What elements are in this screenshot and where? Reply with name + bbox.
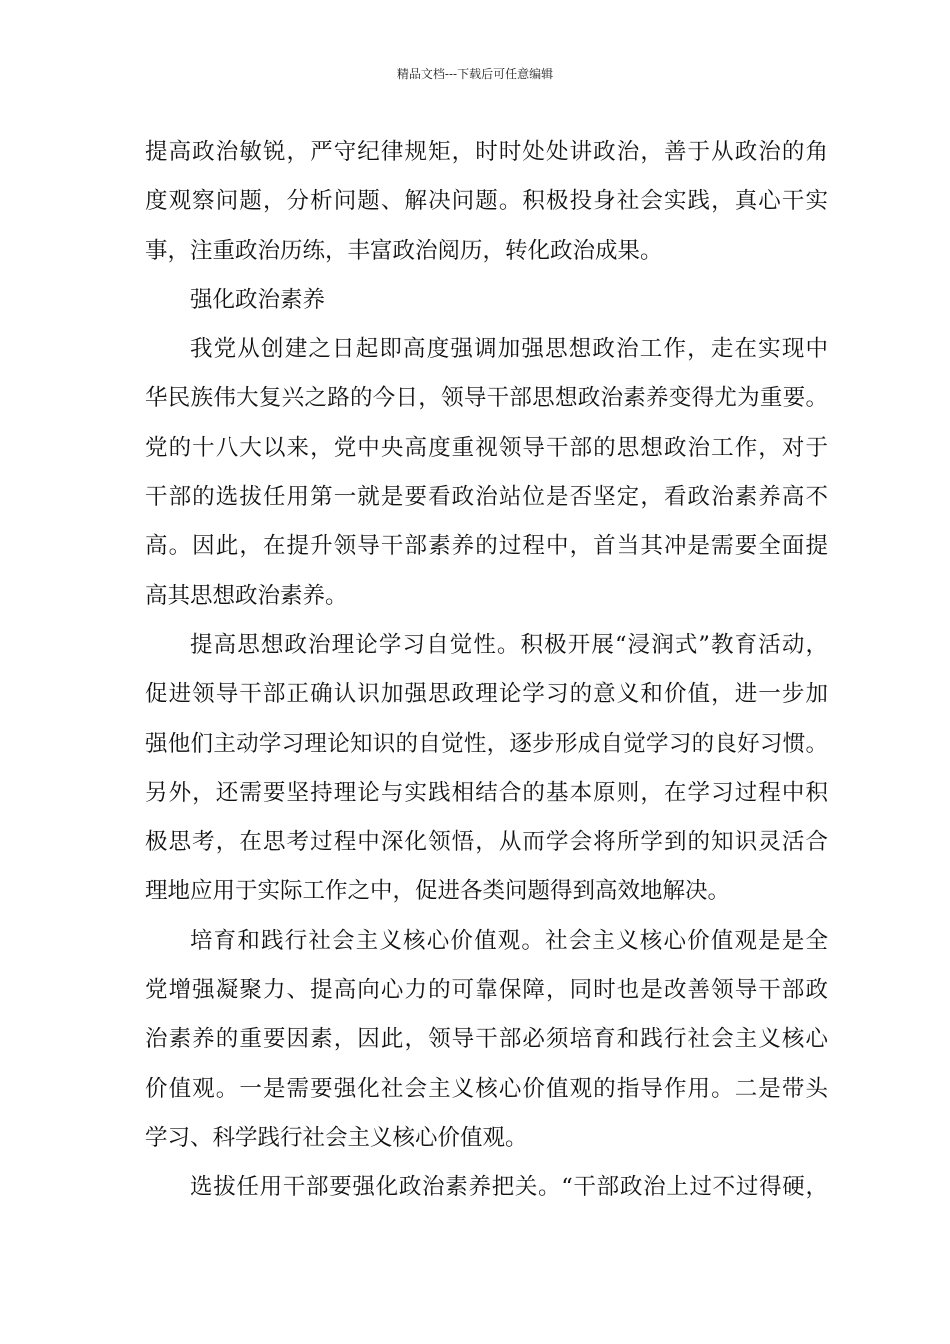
- text-line: 培育和践行社会主义核心价值观。社会主义核心价值观是是全: [190, 927, 828, 954]
- text-line: 选拔任用干部要强化政治素养把关。“干部政治上过不过得硬，: [190, 1174, 828, 1201]
- text-line: 另外，还需要坚持理论与实践相结合的基本原则，在学习过程中积: [145, 779, 828, 806]
- text-line: 高。因此，在提升领导干部素养的过程中，首当其冲是需要全面提: [145, 533, 828, 560]
- text-line: 华民族伟大复兴之路的今日，领导干部思想政治素养变得尤为重要。: [145, 385, 828, 412]
- text-line: 理地应用于实际工作之中，促进各类问题得到高效地解决。: [145, 878, 731, 905]
- text-line: 强他们主动学习理论知识的自觉性，逐步形成自觉学习的良好习惯。: [145, 730, 828, 757]
- text-line: 学习、科学践行社会主义核心价值观。: [145, 1124, 528, 1151]
- text-line: 党增强凝聚力、提高向心力的可靠保障，同时也是改善领导干部政: [145, 977, 828, 1004]
- text-line: 度观察问题，分析问题、解决问题。积极投身社会实践，真心干实: [145, 188, 828, 215]
- text-line: 干部的选拔任用第一就是要看政治站位是否坚定，看政治素养高不: [145, 484, 828, 511]
- text-line: 极思考，在思考过程中深化领悟，从而学会将所学到的知识灵活合: [145, 829, 828, 856]
- text-line: 党的十八大以来，党中央高度重视领导干部的思想政治工作，对于: [145, 434, 828, 461]
- document-body: [145, 128, 828, 1213]
- page-header: 精品文档---下载后可任意编辑: [396, 67, 554, 81]
- text-line: 我党从创建之日起即高度强调加强思想政治工作，走在实现中: [190, 336, 828, 363]
- text-line: 促进领导干部正确认识加强思政理论学习的意义和价值，进一步加: [145, 681, 828, 708]
- text-line: 价值观。一是需要强化社会主义核心价值观的指导作用。二是带头: [145, 1075, 828, 1102]
- text-line: 高其思想政治素养。: [145, 582, 348, 609]
- text-line: 事，注重政治历练，丰富政治阅历，转化政治成果。: [145, 237, 663, 264]
- text-line: 提高思想政治理论学习自觉性。积极开展“浸润式”教育活动，: [190, 631, 828, 658]
- text-line: 提高政治敏锐，严守纪律规矩，时时处处讲政治，善于从政治的角: [145, 139, 828, 165]
- text-line: 治素养的重要因素，因此，领导干部必须培育和践行社会主义核心: [145, 1026, 828, 1053]
- section-heading: 强化政治素养: [190, 286, 326, 313]
